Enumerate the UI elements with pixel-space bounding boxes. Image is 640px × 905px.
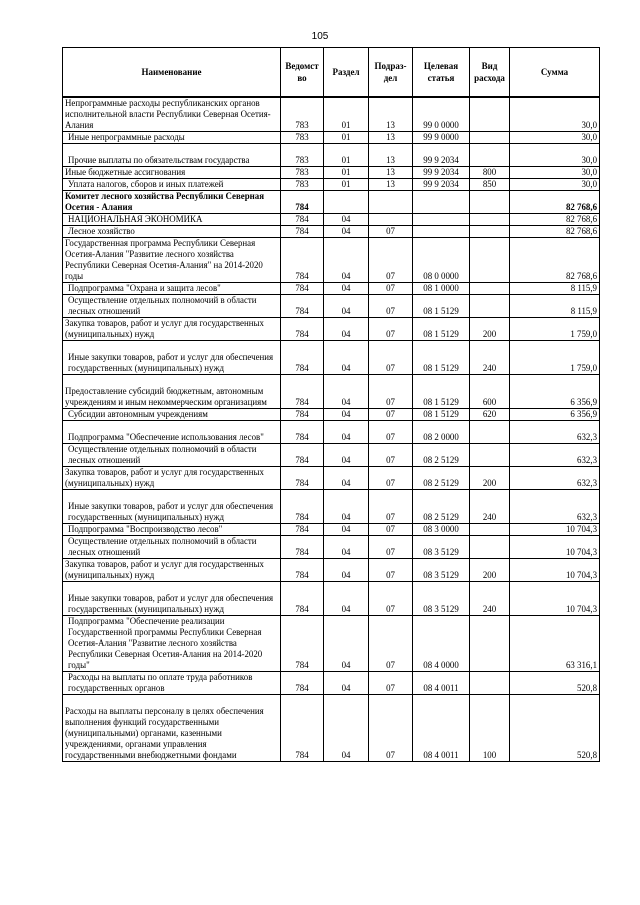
cell-sum: 632,3: [510, 420, 600, 443]
cell-ministry: 784: [281, 694, 324, 761]
cell-section: 04: [324, 671, 369, 694]
header-name: Наименование: [63, 48, 281, 98]
cell-article: [413, 190, 470, 213]
table-row: [63, 489, 600, 523]
table-row: [63, 131, 600, 143]
cell-name: Подпрограмма "Обеспечение реализации Государственной программы Республики Северная Осетия-Алания "Развитие лесного хозяйства Республики Северная Осетия-Алания на 2014-2020 годы": [63, 615, 281, 671]
table-row: [63, 523, 600, 535]
cell-section: 04: [324, 694, 369, 761]
cell-name: Расходы на выплаты по оплате труда работников государственных органов: [63, 671, 281, 694]
cell-ministry: 784: [281, 317, 324, 340]
cell-sum: 30,0: [510, 131, 600, 143]
cell-expense-type: [470, 535, 510, 558]
cell-expense-type: 850: [470, 178, 510, 190]
cell-article: 08 1 5129: [413, 408, 470, 420]
cell-section: 04: [324, 443, 369, 466]
cell-name: Иные закупки товаров, работ и услуг для обеспечения государственных (муниципальных) нужд: [63, 489, 281, 523]
cell-ministry: 784: [281, 282, 324, 294]
header-ministry: Ведомст во: [281, 48, 324, 98]
cell-subsection: [369, 190, 413, 213]
cell-expense-type: [470, 131, 510, 143]
cell-subsection: 07: [369, 581, 413, 615]
cell-expense-type: [470, 443, 510, 466]
cell-article: 08 2 5129: [413, 443, 470, 466]
cell-name: Закупка товаров, работ и услуг для государственных (муниципальных) нужд: [63, 558, 281, 581]
cell-name: Закупка товаров, работ и услуг для государственных (муниципальных) нужд: [63, 466, 281, 489]
cell-ministry: 783: [281, 166, 324, 178]
table-row: [63, 340, 600, 374]
cell-expense-type: [470, 671, 510, 694]
table-row: [63, 374, 600, 408]
table-row: [63, 466, 600, 489]
cell-expense-type: [470, 523, 510, 535]
cell-article: 08 4 0011: [413, 671, 470, 694]
cell-ministry: 784: [281, 535, 324, 558]
cell-article: 08 3 5129: [413, 581, 470, 615]
cell-expense-type: [470, 225, 510, 237]
cell-sum: 8 115,9: [510, 294, 600, 317]
header-expense-type: Вид расхода: [470, 48, 510, 98]
cell-section: 04: [324, 615, 369, 671]
cell-subsection: 07: [369, 282, 413, 294]
cell-section: 04: [324, 420, 369, 443]
cell-sum: 30,0: [510, 166, 600, 178]
cell-expense-type: [470, 143, 510, 166]
cell-article: 08 4 0011: [413, 694, 470, 761]
cell-section: 04: [324, 535, 369, 558]
table-row: [63, 178, 600, 190]
table-row: [63, 282, 600, 294]
cell-subsection: 07: [369, 523, 413, 535]
cell-subsection: 13: [369, 97, 413, 131]
cell-subsection: [369, 213, 413, 225]
cell-section: 04: [324, 294, 369, 317]
cell-name: Иные бюджетные ассигнования: [63, 166, 281, 178]
cell-sum: 1 759,0: [510, 340, 600, 374]
table-row: [63, 143, 600, 166]
cell-section: 04: [324, 581, 369, 615]
cell-sum: 632,3: [510, 489, 600, 523]
cell-section: 04: [324, 558, 369, 581]
cell-sum: 82 768,6: [510, 225, 600, 237]
cell-subsection: 07: [369, 443, 413, 466]
cell-section: 04: [324, 466, 369, 489]
cell-ministry: 784: [281, 671, 324, 694]
cell-name: Подпрограмма "Охрана и защита лесов": [63, 282, 281, 294]
cell-name: Лесное хозяйство: [63, 225, 281, 237]
cell-ministry: 783: [281, 131, 324, 143]
cell-name: Закупка товаров, работ и услуг для государственных (муниципальных) нужд: [63, 317, 281, 340]
cell-sum: 82 768,6: [510, 237, 600, 282]
cell-expense-type: [470, 282, 510, 294]
budget-table: [62, 47, 600, 762]
cell-article: 08 3 5129: [413, 558, 470, 581]
cell-sum: 520,8: [510, 694, 600, 761]
cell-sum: 6 356,9: [510, 408, 600, 420]
table-row: [63, 213, 600, 225]
cell-sum: 63 316,1: [510, 615, 600, 671]
cell-sum: 632,3: [510, 443, 600, 466]
cell-ministry: 784: [281, 581, 324, 615]
cell-expense-type: [470, 213, 510, 225]
cell-ministry: 784: [281, 237, 324, 282]
cell-ministry: 784: [281, 225, 324, 237]
cell-name: Предоставление субсидий бюджетным, автономным учреждениям и иным некоммерческим организациям: [63, 374, 281, 408]
cell-subsection: 07: [369, 408, 413, 420]
cell-ministry: 784: [281, 340, 324, 374]
cell-expense-type: 240: [470, 581, 510, 615]
cell-article: 08 0 0000: [413, 237, 470, 282]
cell-subsection: 07: [369, 466, 413, 489]
cell-sum: 520,8: [510, 671, 600, 694]
cell-article: 08 4 0000: [413, 615, 470, 671]
cell-name: НАЦИОНАЛЬНАЯ ЭКОНОМИКА: [63, 213, 281, 225]
cell-subsection: 13: [369, 143, 413, 166]
cell-section: 04: [324, 489, 369, 523]
cell-subsection: 07: [369, 225, 413, 237]
header-article: Целевая статья: [413, 48, 470, 98]
table-body: [63, 97, 600, 761]
cell-sum: 82 768,6: [510, 213, 600, 225]
cell-name: Иные закупки товаров, работ и услуг для обеспечения государственных (муниципальных) нужд: [63, 581, 281, 615]
table-row: [63, 166, 600, 178]
cell-sum: 10 704,3: [510, 523, 600, 535]
cell-article: 99 9 2034: [413, 178, 470, 190]
cell-article: 08 3 5129: [413, 535, 470, 558]
table-row: [63, 535, 600, 558]
cell-subsection: 07: [369, 615, 413, 671]
cell-name: Осуществление отдельных полномочий в области лесных отношений: [63, 294, 281, 317]
cell-section: 04: [324, 237, 369, 282]
cell-subsection: 07: [369, 558, 413, 581]
cell-expense-type: [470, 615, 510, 671]
table-row: [63, 294, 600, 317]
cell-article: 08 2 5129: [413, 466, 470, 489]
cell-expense-type: [470, 190, 510, 213]
cell-sum: 30,0: [510, 97, 600, 131]
cell-ministry: 784: [281, 558, 324, 581]
cell-subsection: 07: [369, 294, 413, 317]
cell-ministry: 784: [281, 466, 324, 489]
cell-name: Уплата налогов, сборов и иных платежей: [63, 178, 281, 190]
table-row: [63, 225, 600, 237]
cell-section: 04: [324, 282, 369, 294]
table-row: [63, 443, 600, 466]
cell-sum: 10 704,3: [510, 581, 600, 615]
cell-expense-type: 600: [470, 374, 510, 408]
cell-subsection: 07: [369, 671, 413, 694]
page-number: 105: [311, 31, 329, 42]
cell-article: [413, 213, 470, 225]
cell-name: Комитет лесного хозяйства Республики Северная Осетия - Алания: [63, 190, 281, 213]
cell-ministry: 784: [281, 489, 324, 523]
cell-sum: 30,0: [510, 143, 600, 166]
table-row: [63, 671, 600, 694]
cell-ministry: 783: [281, 97, 324, 131]
cell-article: 08 2 0000: [413, 420, 470, 443]
cell-expense-type: 800: [470, 166, 510, 178]
cell-expense-type: 620: [470, 408, 510, 420]
cell-sum: 6 356,9: [510, 374, 600, 408]
cell-section: 01: [324, 131, 369, 143]
cell-ministry: 784: [281, 523, 324, 535]
cell-expense-type: [470, 294, 510, 317]
cell-expense-type: [470, 97, 510, 131]
cell-name: Прочие выплаты по обязательствам государства: [63, 143, 281, 166]
cell-article: 08 2 5129: [413, 489, 470, 523]
cell-subsection: 07: [369, 420, 413, 443]
table-row: [63, 317, 600, 340]
cell-article: [413, 225, 470, 237]
table-row: [63, 694, 600, 761]
cell-ministry: 784: [281, 615, 324, 671]
cell-expense-type: 200: [470, 317, 510, 340]
table-row: [63, 237, 600, 282]
cell-section: 04: [324, 213, 369, 225]
cell-subsection: 07: [369, 374, 413, 408]
cell-article: 99 9 2034: [413, 143, 470, 166]
cell-ministry: 784: [281, 408, 324, 420]
cell-ministry: 784: [281, 190, 324, 213]
cell-ministry: 784: [281, 443, 324, 466]
cell-name: Непрограммные расходы республиканских органов исполнительной власти Республики Северная Осетия-Алания: [63, 97, 281, 131]
cell-name: Государственная программа Республики Северная Осетия-Алания "Развитие лесного хозяйства Республики Северная Осетия-Алания" на 2014-2020 годы: [63, 237, 281, 282]
table-row: [63, 190, 600, 213]
cell-name: Осуществление отдельных полномочий в области лесных отношений: [63, 535, 281, 558]
cell-article: 99 0 0000: [413, 97, 470, 131]
cell-sum: 632,3: [510, 466, 600, 489]
cell-section: 04: [324, 225, 369, 237]
cell-section: 01: [324, 178, 369, 190]
header-sum: Сумма: [510, 48, 600, 98]
cell-name: Расходы на выплаты персоналу в целях обеспечения выполнения функций государственными (муниципальными) органами, казенными учреждениями, органами управления государственными внебюджетными фондами: [63, 694, 281, 761]
cell-subsection: 13: [369, 131, 413, 143]
cell-ministry: 783: [281, 178, 324, 190]
cell-section: 01: [324, 97, 369, 131]
cell-section: 04: [324, 317, 369, 340]
cell-article: 08 1 5129: [413, 317, 470, 340]
cell-expense-type: 100: [470, 694, 510, 761]
cell-expense-type: 240: [470, 489, 510, 523]
cell-ministry: 784: [281, 374, 324, 408]
cell-section: 04: [324, 523, 369, 535]
cell-ministry: 784: [281, 420, 324, 443]
cell-section: [324, 190, 369, 213]
cell-expense-type: 240: [470, 340, 510, 374]
cell-subsection: 07: [369, 340, 413, 374]
cell-article: 08 1 5129: [413, 374, 470, 408]
cell-section: 04: [324, 408, 369, 420]
cell-sum: 1 759,0: [510, 317, 600, 340]
cell-section: 01: [324, 143, 369, 166]
cell-ministry: 784: [281, 294, 324, 317]
cell-article: 08 1 5129: [413, 340, 470, 374]
cell-expense-type: 200: [470, 466, 510, 489]
cell-subsection: 13: [369, 178, 413, 190]
cell-subsection: 07: [369, 489, 413, 523]
cell-name: Подпрограмма "Обеспечение использования лесов": [63, 420, 281, 443]
cell-subsection: 07: [369, 694, 413, 761]
cell-name: Субсидии автономным учреждениям: [63, 408, 281, 420]
table-row: [63, 408, 600, 420]
cell-name: Подпрограмма "Воспроизводство лесов": [63, 523, 281, 535]
cell-subsection: 07: [369, 535, 413, 558]
cell-expense-type: 200: [470, 558, 510, 581]
cell-section: 04: [324, 340, 369, 374]
header-section: Раздел: [324, 48, 369, 98]
cell-subsection: 07: [369, 317, 413, 340]
cell-ministry: 783: [281, 143, 324, 166]
cell-article: 08 3 0000: [413, 523, 470, 535]
cell-name: Иные непрограммные расходы: [63, 131, 281, 143]
cell-section: 01: [324, 166, 369, 178]
cell-article: 99 9 2034: [413, 166, 470, 178]
cell-ministry: 784: [281, 213, 324, 225]
cell-subsection: 13: [369, 166, 413, 178]
cell-name: Осуществление отдельных полномочий в области лесных отношений: [63, 443, 281, 466]
cell-article: 99 9 0000: [413, 131, 470, 143]
cell-sum: 82 768,6: [510, 190, 600, 213]
cell-expense-type: [470, 237, 510, 282]
table-row: [63, 581, 600, 615]
cell-section: 04: [324, 374, 369, 408]
cell-expense-type: [470, 420, 510, 443]
cell-sum: 8 115,9: [510, 282, 600, 294]
table-row: [63, 97, 600, 131]
cell-name: Иные закупки товаров, работ и услуг для обеспечения государственных (муниципальных) нужд: [63, 340, 281, 374]
cell-sum: 10 704,3: [510, 558, 600, 581]
cell-sum: 30,0: [510, 178, 600, 190]
cell-article: 08 1 5129: [413, 294, 470, 317]
table-row: [63, 558, 600, 581]
cell-subsection: 07: [369, 237, 413, 282]
table-row: [63, 615, 600, 671]
cell-sum: 10 704,3: [510, 535, 600, 558]
table-row: [63, 420, 600, 443]
table-header: [63, 48, 600, 98]
header-subsection: Подраз- дел: [369, 48, 413, 98]
cell-article: 08 1 0000: [413, 282, 470, 294]
